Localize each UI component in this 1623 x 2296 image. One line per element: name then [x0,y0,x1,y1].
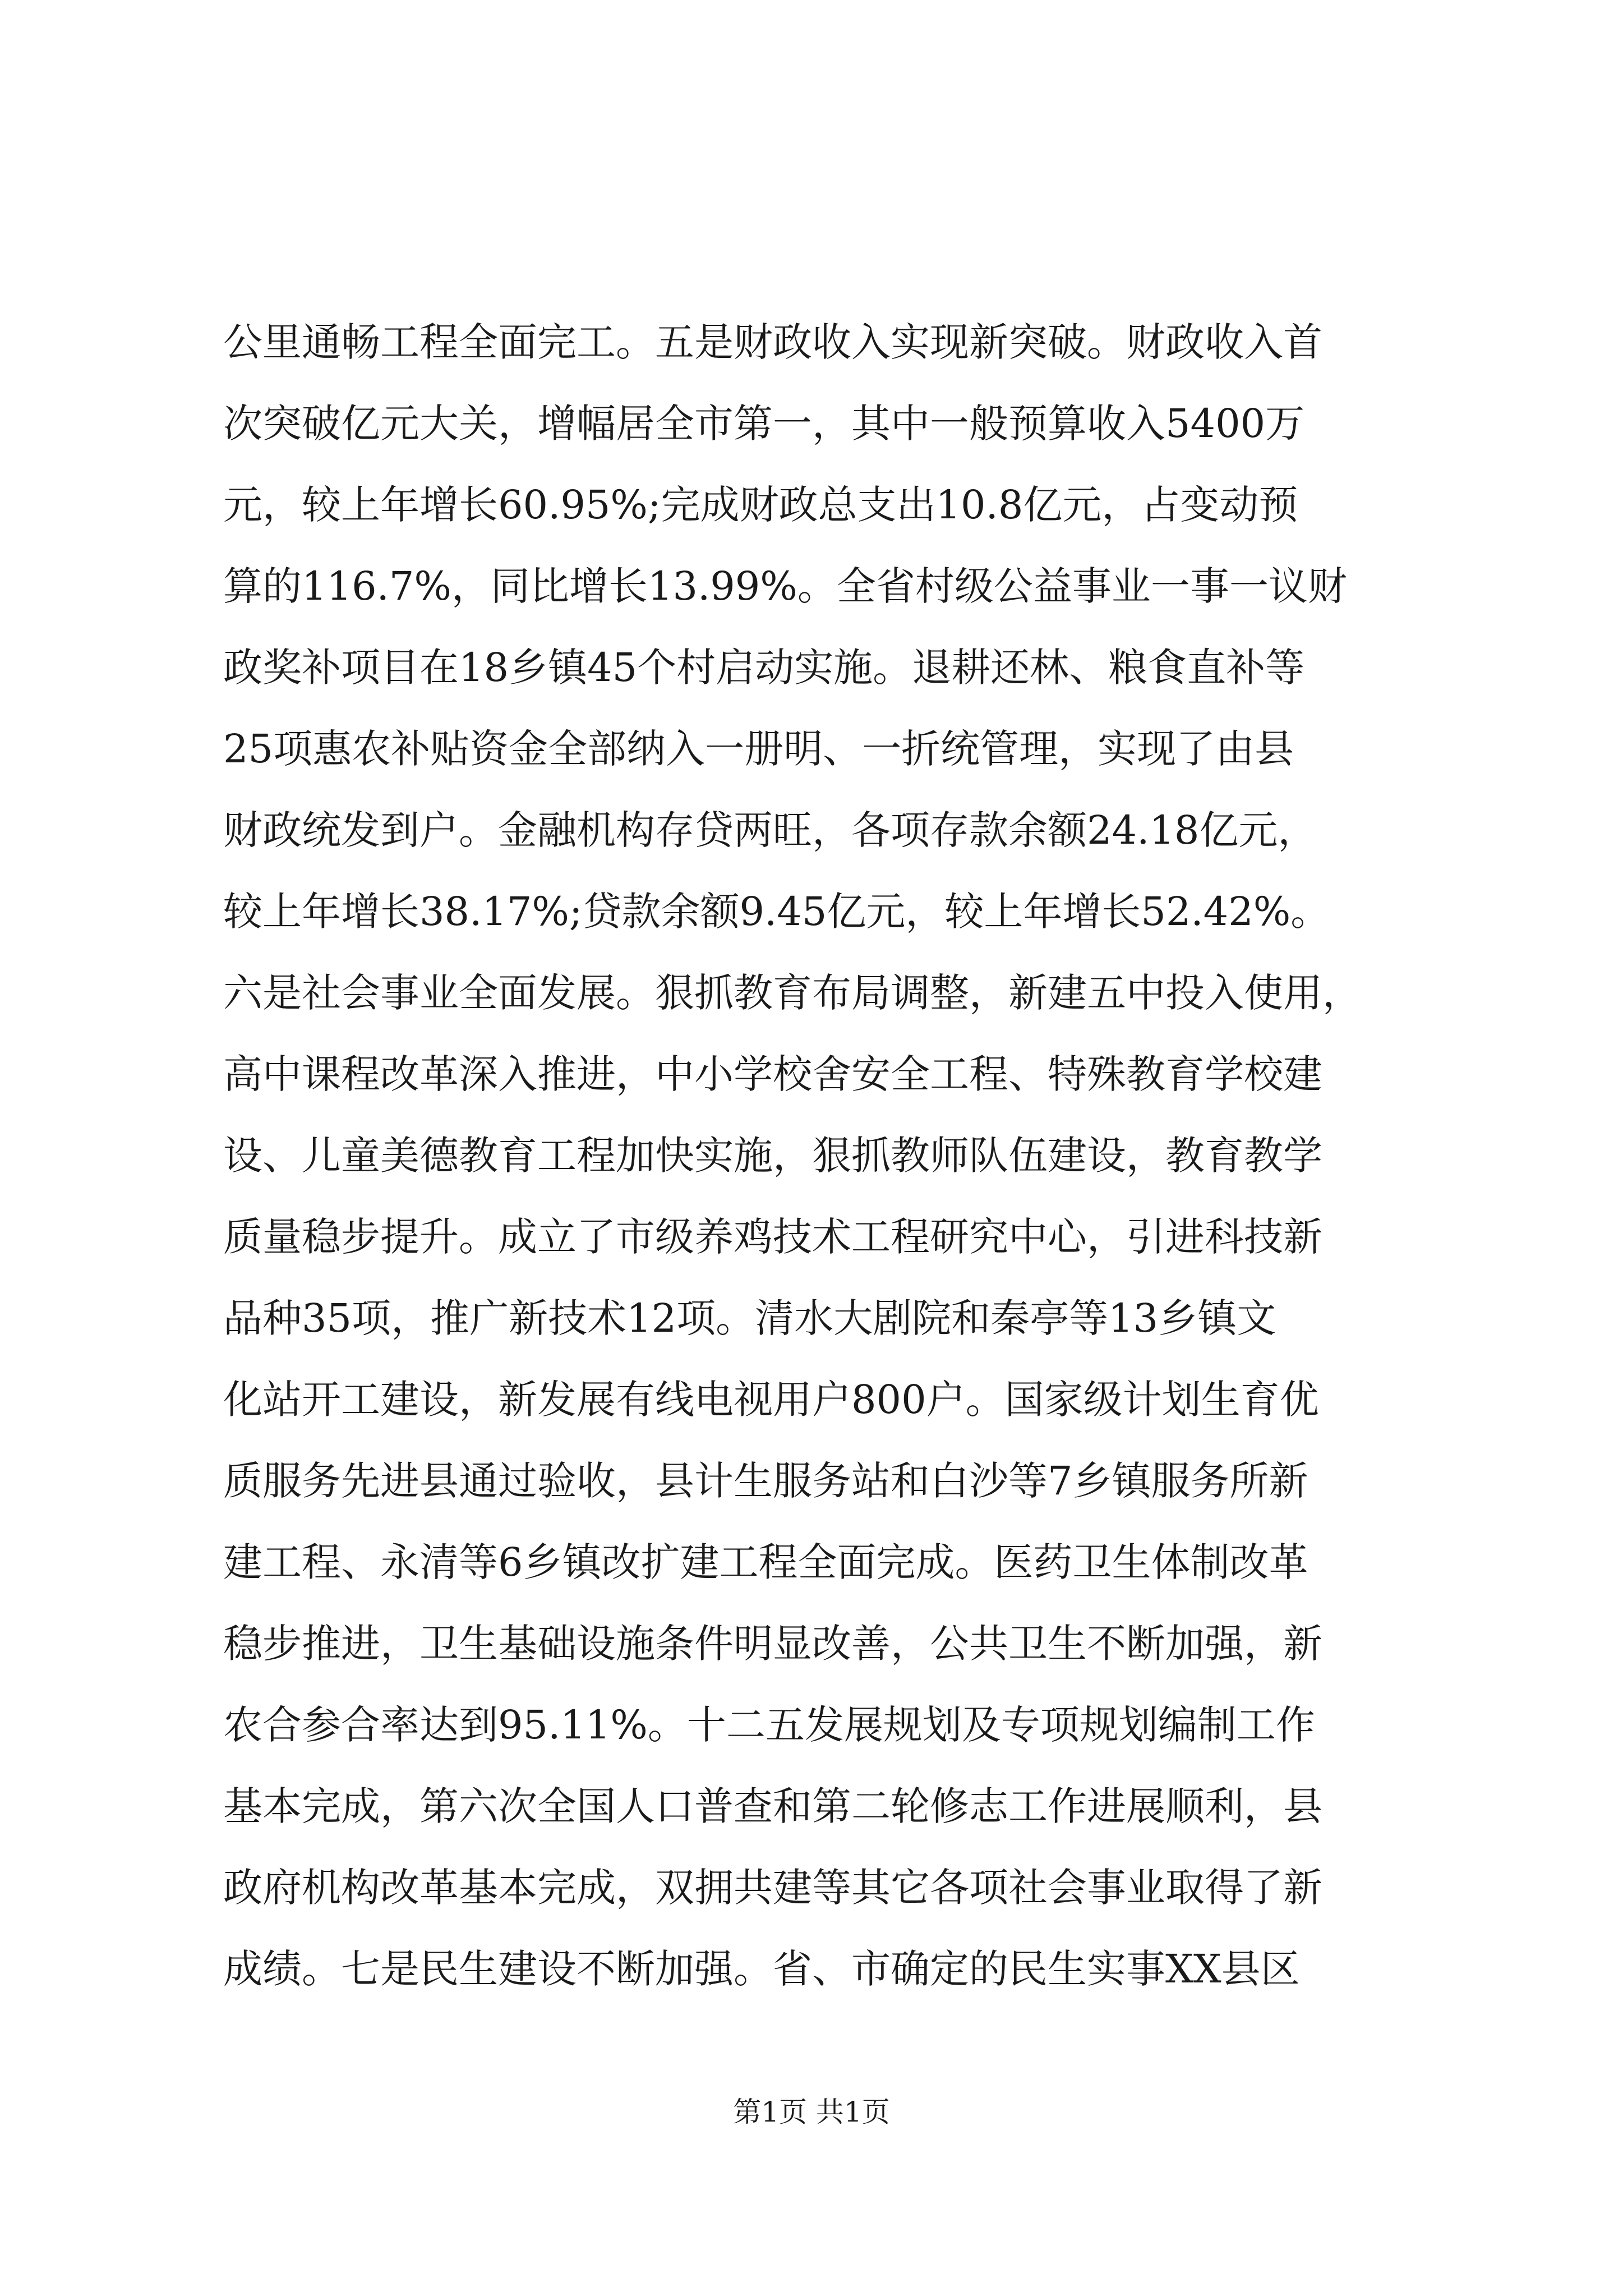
text-line: 质量稳步提升。成立了市级养鸡技术工程研究中心，引进科技新 [223,1214,1322,1260]
body-text [223,302,1441,2010]
text-line: 高中课程改革深入推进，中小学校舍安全工程、特殊教育学校建 [223,1051,1322,1097]
text-line: 稳步推进，卫生基础设施条件明显改善，公共卫生不断加强，新 [223,1621,1322,1667]
text-line: 品种35项，推广新技术12项。清水大剧院和秦亭等13乡镇文 [223,1295,1276,1341]
text-line: 质服务先进县通过验收，县计生服务站和白沙等7乡镇服务所新 [223,1458,1308,1504]
text-line: 元，较上年增长60.95%;完成财政总支出10.8亿元，占变动预 [223,482,1298,528]
text-line: 化站开工建设，新发展有线电视用户800户。国家级计划生育优 [223,1377,1319,1423]
text-line: 农合参合率达到95.11%。十二五发展规划及专项规划编制工作 [223,1702,1315,1748]
text-line: 次突破亿元大关，增幅居全市第一，其中一般预算收入5400万 [223,401,1305,447]
page-number-label: 第1页 共1页 [733,2096,890,2128]
text-line: 六是社会事业全面发展。狠抓教育布局调整，新建五中投入使用， [223,970,1362,1016]
page-footer [0,2092,1623,2132]
text-line: 建工程、永清等6乡镇改扩建工程全面完成。医药卫生体制改革 [223,1539,1308,1585]
text-line: 25项惠农补贴资金全部纳入一册明、一折统管理，实现了由县 [223,726,1294,772]
text-line: 基本完成，第六次全国人口普查和第二轮修志工作进展顺利，县 [223,1783,1322,1829]
text-line: 政奖补项目在18乡镇45个村启动实施。退耕还林、粮食直补等 [223,645,1305,691]
text-line: 较上年增长38.17%;贷款余额9.45亿元，较上年增长52.42%。 [223,889,1330,935]
text-line: 设、儿童美德教育工程加快实施，狠抓教师队伍建设，教育教学 [223,1133,1322,1179]
text-line: 算的116.7%，同比增长13.99%。全省村级公益事业一事一议财 [223,563,1347,609]
text-line: 成绩。七是民生建设不断加强。省、市确定的民生实事XX县区 [223,1946,1300,1992]
text-line: 政府机构改革基本完成，双拥共建等其它各项社会事业取得了新 [223,1865,1322,1911]
text-line: 公里通畅工程全面完工。五是财政收入实现新突破。财政收入首 [223,319,1322,365]
text-line: 财政统发到户。金融机构存贷两旺，各项存款余额24.18亿元， [223,807,1317,853]
